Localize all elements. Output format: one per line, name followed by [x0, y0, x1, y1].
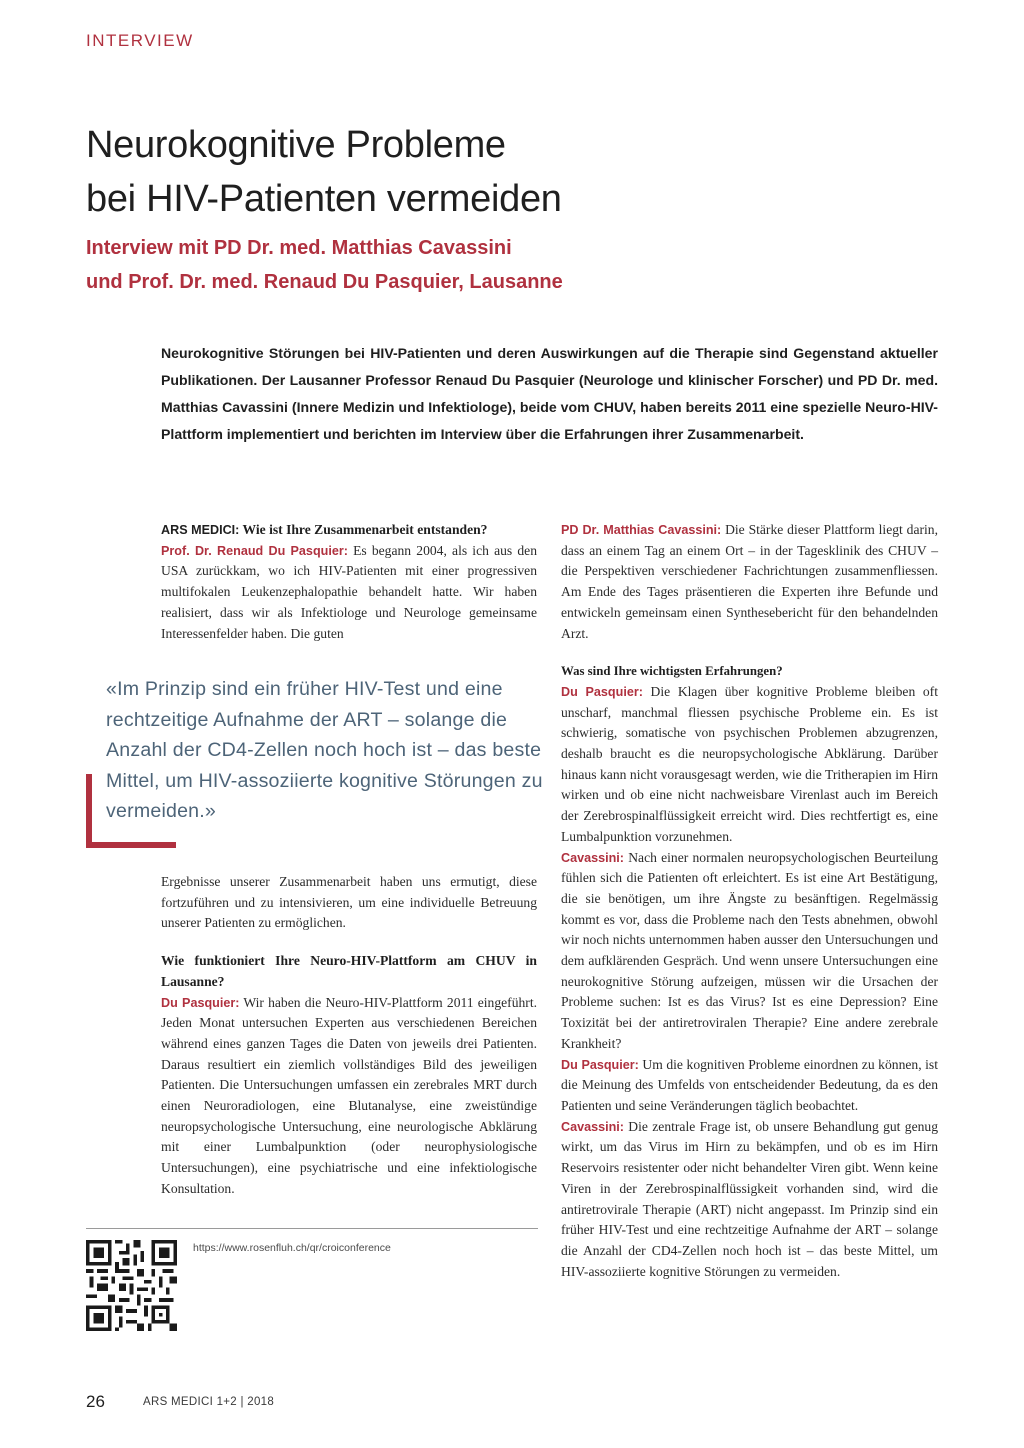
qr-code-icon[interactable] — [86, 1240, 177, 1331]
answer-paragraph — [561, 1055, 938, 1117]
question-paragraph — [161, 520, 537, 541]
speaker-du-pasquier: Du Pasquier: — [161, 995, 240, 1010]
speaker-du-pasquier: Du Pasquier: — [561, 684, 643, 699]
answer-paragraph — [561, 1117, 938, 1283]
speaker-du-pasquier: Prof. Dr. Renaud Du Pasquier: — [161, 543, 348, 558]
continuation-paragraph: Ergebnisse unserer Zusammenarbeit haben uns ermutigt, diese fortzuführen und zu intensivieren, um eine individuelle Betreuung unserer Patienten zu ermöglichen. — [161, 874, 537, 931]
qr-divider — [86, 1228, 538, 1229]
right-column — [561, 520, 938, 1282]
article-title-line-2: bei HIV-Patienten vermeiden — [86, 178, 562, 220]
left-column-top — [161, 520, 537, 644]
answer-paragraph — [561, 520, 938, 644]
speaker-cavassini: Cavassini: — [561, 850, 624, 865]
question-text: Wie ist Ihre Zusammenarbeit entstanden? — [239, 522, 488, 537]
lead-paragraph: Neurokognitive Störungen bei HIV-Patienten und deren Auswirkungen auf die Therapie sind Gegenstand aktueller Publikationen. Der Lausanner Professor Renaud Du Pasquier (Neurologe und klinischer Forscher) und PD Dr. med. Matthias Cavassini (Innere Medizin und Infektiologe), beide vom CHUV, haben bereits 2011 eine spezielle Neuro-HIV-Plattform implementiert und berichten im Interview über die Erfahrungen ihrer Zusammenarbeit. — [161, 345, 938, 442]
article-subtitle-line-2: und Prof. Dr. med. Renaud Du Pasquier, Lausanne — [86, 271, 563, 293]
answer-text: Die Stärke dieser Plattform liegt darin, dass an einem Tag an einem Ort – in der Tagesklinik des CHUV – die Perspektiven verschiedener Fachrichtungen zusammenfliessen. Am Ende des Tages präsentieren die Experten ihre Befunde und entwickeln gemeinsam einen Synthesebericht für den behandelnden Arzt. — [561, 522, 938, 641]
speaker-cavassini: PD Dr. Matthias Cavassini: — [561, 523, 722, 537]
pull-quote: «Im Prinzip sind ein früher HIV-Test und eine rechtzeitige Aufnahme der ART – solange die Anzahl der CD4-Zellen noch hoch ist – das beste Mittel, um HIV-assoziierte kognitive Störungen zu vermeiden.» — [106, 678, 543, 823]
qr-url-link[interactable]: https://www.rosenfluh.ch/qr/croiconference — [193, 1242, 391, 1254]
answer-text: Die zentrale Frage ist, ob unsere Behandlung gut genug wirkt, um das Virus im Hirn zu bekämpfen, und ob es im Hirn Reservoirs resistenter oder nicht behandelter Viren gibt. Wenn keine Viren in der Zerebrospinalflüssigkeit vorhanden sind, wird die antiretrovirale Therapie (ART) nicht angepasst. Im Prinzip sind ein früher HIV-Test und eine rechtzeitige Aufnahme der ART – solange die Anzahl der CD4-Zellen noch hoch ist – das beste Mittel, um HIV-assoziierte kognitive Störungen zu vermeiden. — [561, 1118, 938, 1279]
answer-text: Es begann 2004, als ich aus den USA zurückkam, wo ich HIV-Patienten mit einer progressiven multifokalen Leukenzephalopathie behandelt hatte. Wir haben realisiert, dass wir als Infektiologe und Neurologe gemeinsame Interessenfelder haben. Die guten — [161, 542, 537, 641]
answer-paragraph — [161, 993, 537, 1200]
answer-text: Wir haben die Neuro-HIV-Plattform 2011 eingeführt. Jeden Monat untersuchen Experten aus verschiedenen Bereichen während eines ganzen Tages die Daten von jeweils drei Patienten. Daraus resultiert ein ziemlich vollständiges Bild des jeweiligen Patienten. Die Untersuchungen umfassen ein zerebrales MRT durch einen Neuroradiologen, eine Blutanalyse, eine zweistündige neuropsychologische Untersuchung, eine neurologische Abklärung mit einer Lumbalpunktion (oder neurophysiologische Untersuchungen), eine psychiatrische und eine infektiologische Konsultation. — [161, 994, 537, 1196]
quote-bracket-horizontal — [86, 842, 176, 848]
quote-bracket-vertical — [86, 774, 92, 848]
question-paragraph: Wie funktioniert Ihre Neuro-HIV-Plattform am CHUV in Lausanne? — [161, 953, 537, 989]
answer-text: Um die kognitiven Probleme einordnen zu können, ist die Meinung des Umfelds von entscheidender Bedeutung, da es den Patienten und seine Veränderungen täglich beobachtet. — [561, 1056, 938, 1113]
article-title-line-1: Neurokognitive Probleme — [86, 124, 506, 166]
article-title — [86, 118, 846, 226]
answer-text: Nach einer normalen neuropsychologischen Beurteilung fühlen sich die Patienten oft erleichtert. Es ist eine Art Bestätigung, die sie benötigen, um ihre Ängste zu besänftigen. Regelmässig kommt es vor, dass die Probleme nach den Tests abnehmen, obwohl wir noch nichts unternommen haben ausser den Untersuchungen und dem aufklärenden Gespräch. Und wenn unsere Untersuchungen eine neurokognitive Störung aufzeigen, müssen wir die Ursachen der Probleme suchen: Ist es das Virus? Ist es eine Depression? Eine Toxizität bei der antiretroviralen Therapie? Eine andere zerebrale Krankheit? — [561, 849, 938, 1051]
answer-paragraph — [561, 848, 938, 1055]
speaker-ars-medici: ARS MEDICI: — [161, 523, 240, 537]
question-paragraph: Was sind Ihre wichtigsten Erfahrungen? — [561, 664, 783, 679]
speaker-du-pasquier: Du Pasquier: — [561, 1057, 639, 1072]
journal-footer: ARS MEDICI 1+2 | 2018 — [143, 1396, 275, 1408]
article-subtitle — [86, 231, 886, 299]
section-label: INTERVIEW — [86, 31, 194, 50]
answer-paragraph — [161, 541, 537, 645]
speaker-cavassini: Cavassini: — [561, 1119, 624, 1134]
article-subtitle-line-1: Interview mit PD Dr. med. Matthias Cavassini — [86, 237, 512, 259]
answer-paragraph — [561, 682, 938, 848]
answer-text: Die Klagen über kognitive Probleme bleiben oft unscharf, manchmal fliessen psychische Probleme ein. Es ist schwierig, somatische von psychischen Problemen abzugrenzen, deshalb braucht es die neuropsychologische Abklärung. Darüber hinaus kann nicht vorausgesagt werden, wie die Tritherapien im Hirn wirken und ob eine nicht nachweisbare Virenlast auch im Bereich der Zerebrospinalflüssigkeit erreicht wird. Dies rechtfertigt es, eine Lumbalpunktion vorzunehmen. — [561, 683, 938, 844]
left-column-bottom — [161, 872, 537, 1200]
page-number: 26 — [86, 1392, 105, 1411]
